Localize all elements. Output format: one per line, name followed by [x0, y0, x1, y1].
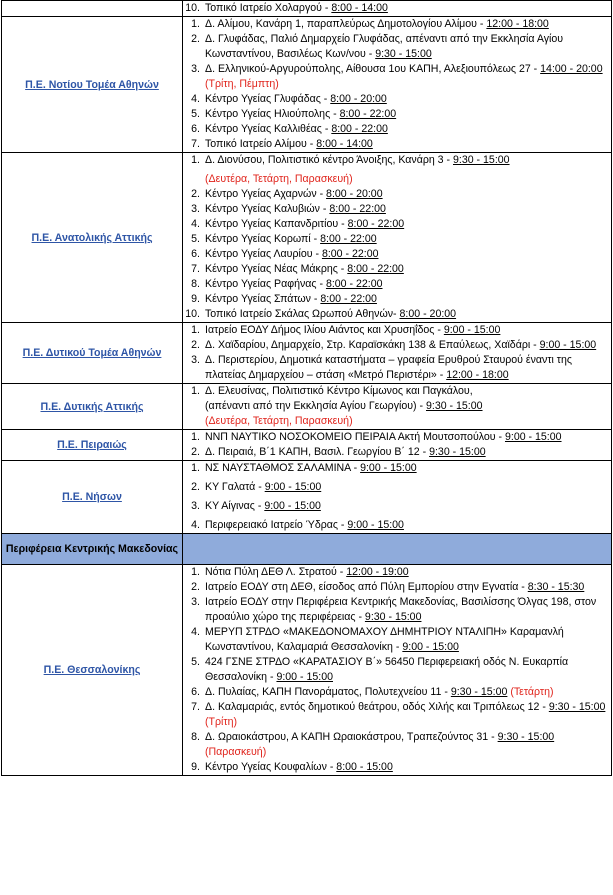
list-item [183, 232, 611, 247]
item-number: 6. [191, 248, 200, 260]
days-note: (Τρίτη, Πέμπτη) [205, 78, 279, 90]
item-text [205, 292, 611, 307]
list-item [183, 62, 611, 92]
section-label-link[interactable]: Π.Ε. Νήσων [62, 491, 122, 503]
hours: 9:30 - 15:00 [425, 400, 483, 412]
item-text [205, 262, 611, 277]
location-text: ΚΥ Γαλατά - [205, 481, 265, 493]
hours: 8:00 - 22:00 [331, 123, 388, 135]
list-item [183, 92, 611, 107]
section-row [2, 430, 612, 461]
list-item [183, 414, 611, 429]
section-label-link[interactable]: Π.Ε. Νοτίου Τομέα Αθηνών [25, 78, 159, 91]
item-number: 6. [191, 686, 200, 698]
item-number: 4. [191, 93, 200, 105]
hours: 9:00 - 15:00 [276, 671, 333, 683]
item-number: 7. [191, 138, 200, 150]
list-item [183, 217, 611, 232]
list-item [183, 625, 611, 655]
hours: 12:00 - 18:00 [486, 18, 549, 30]
item-text [205, 122, 611, 137]
hours: 9:00 - 15:00 [347, 519, 404, 531]
item-text [205, 685, 611, 700]
item-number: 1. [191, 18, 200, 30]
table-body [2, 1, 612, 776]
item-number: 1. [191, 385, 200, 397]
item-text [205, 430, 611, 445]
locations-cell [183, 17, 612, 153]
section-label-cell [2, 17, 183, 153]
hours: 8:00 - 22:00 [320, 293, 377, 305]
list-item [183, 499, 611, 514]
item-number [183, 414, 205, 429]
location-text: Περιφερειακό Ιατρείο Ύδρας - [205, 519, 348, 531]
location-list [183, 153, 611, 322]
section-label-link[interactable]: Π.Ε. Δυτικού Τομέα Αθηνών [22, 347, 162, 359]
section-label-cell [2, 461, 183, 534]
list-item [183, 17, 611, 32]
item-text [205, 338, 611, 353]
list-item [183, 580, 611, 595]
list-item [183, 153, 611, 168]
item-text [205, 17, 611, 32]
hours: 8:00 - 22:00 [347, 218, 405, 230]
item-number: 3. [191, 203, 200, 215]
item-text [205, 202, 611, 217]
list-item [183, 292, 611, 307]
list-item [183, 202, 611, 217]
item-text [205, 480, 611, 495]
hours: 8:00 - 22:00 [329, 203, 386, 215]
location-text: (απέναντι από την Εκκλησία Αγίου Γεωργίου) - [205, 400, 426, 412]
location-text: ΚΥ Αίγινας - [205, 500, 265, 512]
location-text: Δ. Ελληνικού-Αργυρούπολης, Αίθουσα 1ου ΚΑΠΗ, Αλεξιουπόλεως 27 - [205, 63, 541, 75]
item-text [205, 172, 611, 187]
item-text [205, 730, 611, 745]
item-number [183, 172, 205, 187]
list-item [183, 565, 611, 580]
item-number: 4. [191, 218, 200, 230]
item-text [205, 153, 611, 168]
location-text: Δ. Πυλαίας, ΚΑΠΗ Πανοράματος, Πολυτεχνείου 11 - [205, 686, 451, 698]
item-number: 4. [191, 626, 200, 638]
item-text [205, 217, 611, 232]
section-row [2, 153, 612, 323]
hours: 8:00 - 22:00 [321, 248, 379, 260]
item-text [205, 414, 611, 429]
location-text: Νότια Πύλη ΔΕΘ Λ. Στρατού - [205, 566, 347, 578]
hours: 12:00 - 18:00 [446, 369, 509, 381]
location-list [183, 565, 611, 775]
locations-cell [183, 1, 612, 17]
hours: 9:30 - 15:00 [375, 48, 432, 60]
location-text: Δ. Ελευσίνας, Πολιτιστικό Κέντρο Κίμωνος και Παγκάλου, [205, 385, 473, 397]
item-text [205, 518, 611, 533]
list-item [183, 760, 611, 775]
item-text [205, 565, 611, 580]
location-text: Κέντρο Υγείας Γλυφάδας - [205, 93, 331, 105]
list-item [183, 480, 611, 495]
item-number: 6. [191, 123, 200, 135]
locations-cell [183, 384, 612, 430]
list-item [183, 655, 611, 685]
hours: 8:00 - 15:00 [336, 761, 393, 773]
location-text: Κέντρο Υγείας Αχαρνών - [205, 188, 327, 200]
item-text [205, 307, 611, 322]
item-text [205, 247, 611, 262]
item-text [205, 32, 611, 62]
location-text: Δ. Καλαμαριάς, εντός δημοτικού θεάτρου, οδός Χιλής και Τριπόλεως 12 - [205, 701, 549, 713]
days-note: (Τρίτη) [205, 716, 237, 728]
section-row [2, 565, 612, 776]
item-number: 2. [191, 33, 200, 45]
hours: 8:30 - 15:30 [527, 581, 585, 593]
item-number: 3. [191, 596, 200, 608]
item-number: 7. [191, 701, 200, 713]
days-note: (Παρασκευή) [205, 746, 267, 758]
location-text: Κέντρο Υγείας Καλλιθέας - [205, 123, 332, 135]
list-item [183, 307, 611, 322]
locations-cell [183, 323, 612, 384]
item-text [205, 760, 611, 775]
section-row [2, 1, 612, 17]
location-text: Ιατρείο ΕΟΔΥ στη ΔΕΘ, είσοδος από Πύλη Εμπορίου στην Εγνατία - [205, 581, 528, 593]
list-item [183, 1, 611, 16]
item-number: 3. [191, 500, 200, 512]
item-text [205, 580, 611, 595]
item-number: 5. [191, 656, 200, 668]
location-text: Κέντρο Υγείας Νέας Μάκρης - [205, 263, 348, 275]
location-text: Τοπικό Ιατρείο Αλίμου - [205, 138, 317, 150]
hours: 9:00 - 15:00 [264, 500, 321, 512]
item-number: 5. [191, 233, 200, 245]
item-text [205, 137, 611, 152]
location-text: Δ. Ωραιοκάστρου, Α ΚΑΠΗ Ωραιοκάστρου, Τραπεζούντος 31 - [205, 731, 498, 743]
item-text [205, 445, 611, 460]
section-row [2, 17, 612, 153]
item-text [205, 700, 611, 730]
hours: 9:30 - 15:00 [364, 611, 422, 623]
list-item [183, 445, 611, 460]
location-text: ΝΣ ΝΑΥΣΤΑΘΜΟΣ ΣΑΛΑΜΙΝΑ - [205, 462, 361, 474]
hours: 8:00 - 14:00 [316, 138, 373, 150]
list-item [183, 700, 611, 730]
location-text: Τοπικό Ιατρείο Σκάλας Ωρωπού Αθηνών- [205, 308, 400, 320]
hours: 9:00 - 15:00 [402, 641, 459, 653]
item-number: 1. [191, 566, 200, 578]
section-label-link[interactable]: Π.Ε. Πειραιώς [57, 439, 127, 451]
item-number [183, 745, 205, 760]
location-text: Κέντρο Υγείας Καλυβιών - [205, 203, 330, 215]
list-item [183, 187, 611, 202]
item-number: 9. [191, 761, 200, 773]
item-number: 5. [191, 108, 200, 120]
section-label-cell [2, 384, 183, 430]
locations-cell [183, 430, 612, 461]
location-list [183, 461, 611, 533]
list-item [183, 137, 611, 152]
location-text: Κέντρο Υγείας Σπάτων - [205, 293, 321, 305]
item-text [205, 187, 611, 202]
hours: 14:00 - 20:00 [540, 63, 603, 75]
location-text: Κέντρο Υγείας Λαυρίου - [205, 248, 322, 260]
list-item [183, 353, 611, 383]
hours: 9:30 - 15:00 [497, 731, 555, 743]
item-text [205, 499, 611, 514]
item-text [205, 461, 611, 476]
item-text [205, 107, 611, 122]
hours: 9:30 - 15:00 [429, 446, 486, 458]
section-label-link[interactable]: Π.Ε. Ανατολικής Αττικής [31, 231, 153, 244]
location-text: Κέντρο Υγείας Κορωπί - [205, 233, 321, 245]
item-text [205, 745, 611, 760]
list-item [183, 323, 611, 338]
location-text: Δ. Γλυφάδας, Παλιό Δημαρχείο Γλυφάδας, απέναντι από την Εκκλησία Αγίου Κωνσταντίνου, Βασιλέως Κων/νου - [205, 33, 564, 60]
list-item [183, 277, 611, 292]
location-text: Κέντρο Υγείας Ραφήνας - [205, 278, 326, 290]
days-note: (Τετάρτη) [510, 686, 554, 698]
section-label-cell [2, 565, 183, 776]
location-text: Κέντρο Υγείας Κουφαλίων - [205, 761, 337, 773]
hours: 9:30 - 15:00 [453, 154, 510, 166]
item-number: 10. [185, 2, 200, 14]
location-text: Ιατρείο ΕΟΔΥ στην Περιφέρεια Κεντρικής Μακεδονίας, Βασιλίσσης Όλγας 198, στον προαύλιο χώρο της περιφέρειας - [205, 596, 597, 623]
item-number: 1. [191, 462, 200, 474]
days-note: (Δευτέρα, Τετάρτη, Παρασκευή) [205, 415, 353, 427]
list-item [183, 262, 611, 277]
item-number: 8. [191, 278, 200, 290]
list-item [183, 595, 611, 625]
region-header-row [2, 534, 612, 565]
location-text: Δ. Αλίμου, Κανάρη 1, παραπλεύρως Δημοτολογίου Αλίμου - [205, 18, 487, 30]
hours: 9:00 - 15:00 [443, 324, 501, 336]
list-item [183, 247, 611, 262]
location-list [183, 430, 611, 460]
hours: 8:00 - 20:00 [330, 93, 387, 105]
item-number: 2. [191, 339, 200, 351]
item-text [205, 232, 611, 247]
item-number: 3. [191, 354, 200, 366]
hours: 9:00 - 15:00 [539, 339, 597, 351]
list-item [183, 172, 611, 187]
section-label-cell [2, 534, 183, 565]
item-number: 10. [185, 308, 200, 320]
item-number: 1. [191, 154, 200, 166]
hours: 8:00 - 14:00 [331, 2, 388, 14]
list-item [183, 430, 611, 445]
location-text: Κέντρο Υγείας Καπανδριτίου - [205, 218, 348, 230]
item-number: 2. [191, 446, 200, 458]
item-number: 2. [191, 581, 200, 593]
locations-cell [183, 565, 612, 776]
location-list [183, 384, 611, 429]
item-number: 3. [191, 63, 200, 75]
hours: 8:00 - 22:00 [320, 233, 377, 245]
item-text [205, 625, 611, 655]
item-number: 1. [191, 431, 200, 443]
section-row [2, 461, 612, 534]
location-text: ΜΕΡΥΠ ΣΤΡΔΟ «ΜΑΚΕΔΟΝΟΜΑΧΟΥ ΔΗΜΗΤΡΙΟΥ ΝΤΑΛΙΠΗ» Καραμανλή Κωνσταντίνου, Καλαμαριά Θεσσαλονίκη - [205, 626, 564, 653]
item-text [205, 62, 611, 92]
hours: 9:30 - 15:00 [548, 701, 606, 713]
section-row [2, 384, 612, 430]
location-list [183, 1, 611, 16]
list-item [183, 461, 611, 476]
item-number [183, 399, 205, 414]
hours: 9:00 - 15:00 [360, 462, 417, 474]
hours: 8:00 - 20:00 [399, 308, 457, 320]
item-number: 9. [191, 293, 200, 305]
item-number: 7. [191, 263, 200, 275]
days-note: (Δευτέρα, Τετάρτη, Παρασκευή) [205, 173, 353, 185]
item-text [205, 655, 611, 685]
item-text [205, 277, 611, 292]
location-text: Δ. Πειραιά, Β΄1 ΚΑΠΗ, Βασιλ. Γεωργίου Β΄ 12 - [205, 446, 430, 458]
section-label-cell [2, 430, 183, 461]
item-text [205, 595, 611, 625]
list-item [183, 338, 611, 353]
section-label-cell [2, 1, 183, 17]
item-number: 2. [191, 481, 200, 493]
list-item [183, 122, 611, 137]
item-text [205, 353, 611, 383]
section-label-cell [2, 153, 183, 323]
hours: 8:00 - 22:00 [325, 278, 383, 290]
hours: 9:30 - 15:00 [450, 686, 508, 698]
hours: 12:00 - 19:00 [346, 566, 409, 578]
locations-cell [183, 153, 612, 323]
section-label-link[interactable]: Π.Ε. Θεσσαλονίκης [43, 664, 141, 676]
section-label-link[interactable]: Π.Ε. Δυτικής Αττικής [40, 400, 144, 413]
item-number: 4. [191, 519, 200, 531]
item-text [205, 399, 611, 414]
item-number: 2. [191, 188, 200, 200]
location-text: Δ. Χαϊδαρίου, Δημαρχείο, Στρ. Καραϊσκάκη 138 & Επαύλεως, Χαϊδάρι - [205, 339, 540, 351]
location-text: Ιατρείο ΕΟΔΥ Δήμος Ιλίου Αιάντος και Χρυσηΐδος - [205, 324, 444, 336]
location-text: Κέντρο Υγείας Ηλιούπολης - [205, 108, 340, 120]
item-text [205, 384, 611, 399]
hours: 9:00 - 15:00 [264, 481, 322, 493]
list-item [183, 745, 611, 760]
list-item [183, 399, 611, 414]
locations-cell [183, 534, 612, 565]
hours: 8:00 - 20:00 [326, 188, 383, 200]
hours: 8:00 - 22:00 [347, 263, 404, 275]
list-item [183, 107, 611, 122]
list-item [183, 518, 611, 533]
hours: 9:00 - 15:00 [504, 431, 562, 443]
item-text [205, 323, 611, 338]
list-item [183, 32, 611, 62]
location-text: Τοπικό Ιατρείο Χολαργού - [205, 2, 332, 14]
vaccination-points-table [1, 0, 612, 776]
location-list [183, 323, 611, 383]
item-text [205, 92, 611, 107]
location-list [183, 17, 611, 152]
item-text [205, 1, 611, 16]
section-label-cell [2, 323, 183, 384]
list-item [183, 685, 611, 700]
location-text: 424 ΓΣΝΕ ΣΤΡΔΟ «ΚΑΡΑΤΑΣΙΟΥ Β΄» 56450 Περιφερειακή οδός Ν. Ευκαρπία Θεσσαλονίκη - [205, 656, 569, 683]
item-number: 8. [191, 731, 200, 743]
item-number: 1. [191, 324, 200, 336]
section-row [2, 323, 612, 384]
hours: 8:00 - 22:00 [339, 108, 397, 120]
location-text: Δ. Περιστερίου, Δημοτικά καταστήματα – γραφεία Ερυθρού Σταυρού έναντι της πλατείας Δημαρχείου – στάση «Μετρό Περιστέρι» - [205, 354, 572, 381]
region-title: Περιφέρεια Κεντρικής Μακεδονίας [5, 543, 179, 555]
location-text: Δ. Διονύσου, Πολιτιστικό κέντρο Άνοιξης, Κανάρη 3 - [205, 154, 453, 166]
list-item [183, 384, 611, 399]
locations-cell [183, 461, 612, 534]
list-item [183, 730, 611, 745]
location-text: ΝΝΠ ΝΑΥΤΙΚΟ ΝΟΣΟΚΟΜΕΙΟ ΠΕΙΡΑΙΑ Ακτή Μουτσοπούλου - [205, 431, 505, 443]
